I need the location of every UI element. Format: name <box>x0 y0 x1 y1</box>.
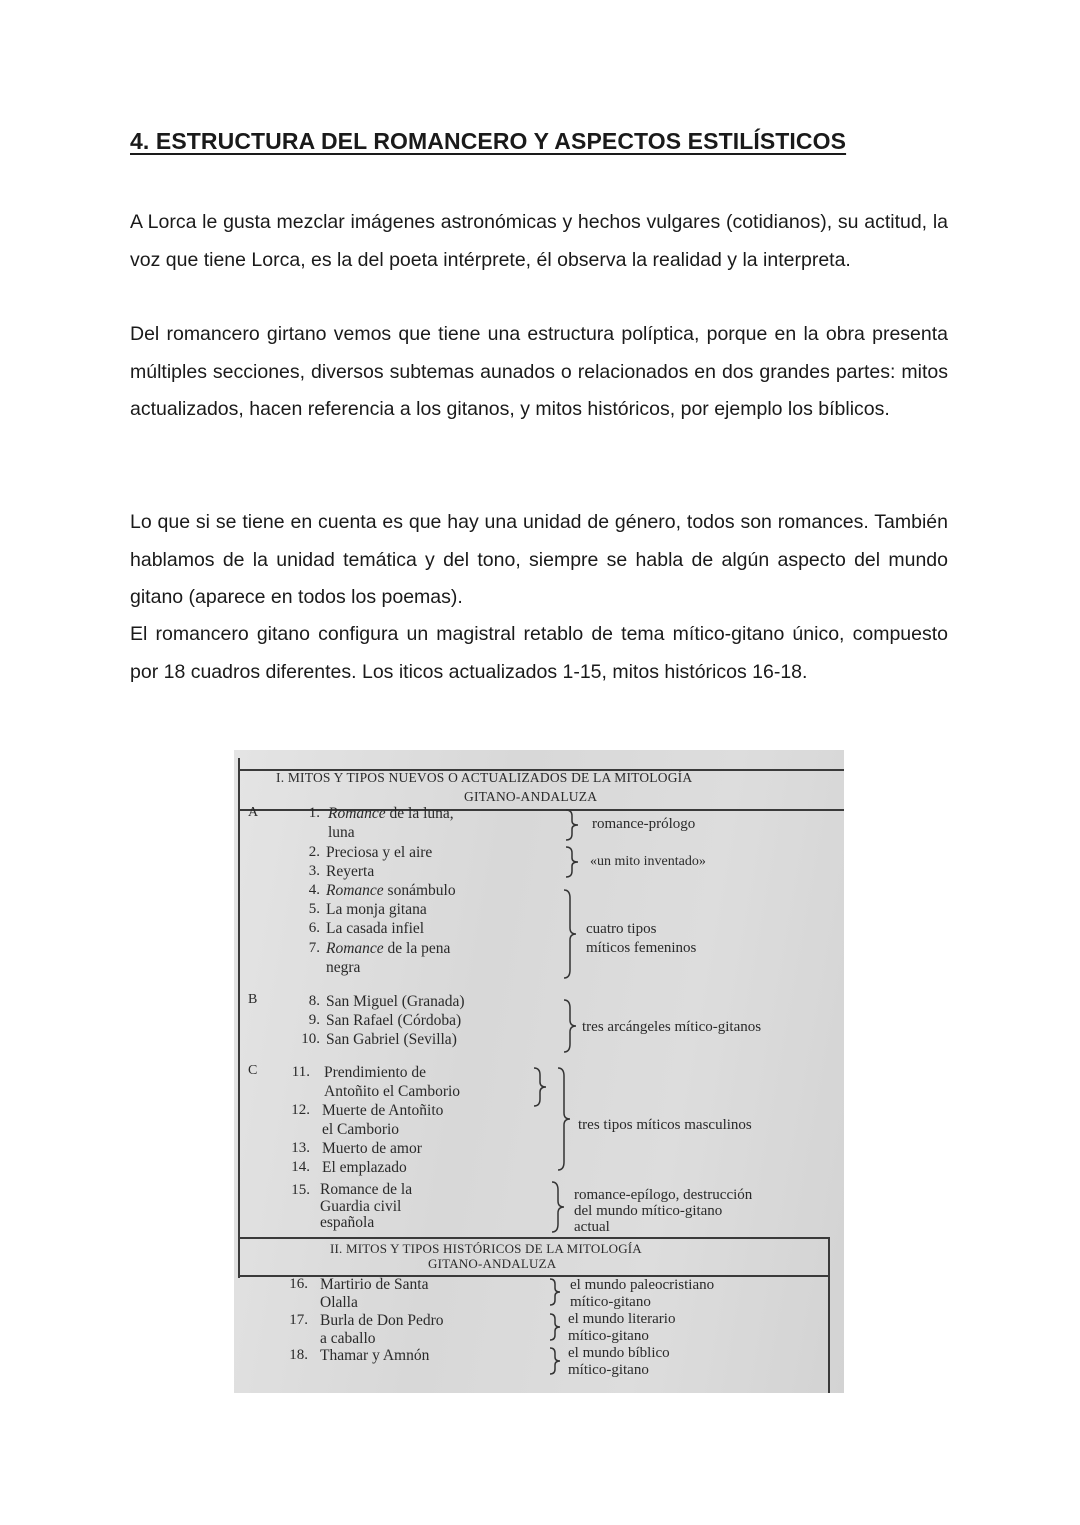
table-right-rule <box>828 1237 830 1393</box>
poem-title: San Gabriel (Sevilla) <box>326 1031 457 1048</box>
poem-title: Romance de la Guardia civil española <box>320 1181 413 1231</box>
poem-title: Romance de la luna, luna <box>328 805 454 841</box>
section1-header-line1: I. MITOS Y TIPOS NUEVOS O ACTUALIZADOS DE LA MITOLOGÍA <box>276 770 693 785</box>
group-letter-c: C <box>248 1063 258 1078</box>
item-number: 8. <box>308 993 320 1009</box>
item-number: 9. <box>308 1012 320 1028</box>
brace-icon <box>532 1066 548 1108</box>
group-note: romance-prólogo <box>592 816 696 832</box>
poem-title: La monja gitana <box>326 901 427 918</box>
table-left-rule <box>238 758 240 1278</box>
item-number: 16. <box>289 1276 308 1292</box>
poem-title: Muerte de Antoñito el Camborio <box>322 1102 444 1138</box>
brace-icon <box>548 1277 562 1307</box>
item-number: 7. <box>308 940 320 956</box>
brace-icon <box>548 1312 562 1342</box>
item-number: 10. <box>301 1031 320 1047</box>
item-number: 15. <box>291 1182 310 1198</box>
poem-title: San Rafael (Córdoba) <box>326 1012 462 1029</box>
poem-title: Romance de la pena negra <box>326 940 451 976</box>
brace-icon <box>564 845 580 879</box>
poem-title: El emplazado <box>322 1159 407 1176</box>
section2-header-line1: II. MITOS Y TIPOS HISTÓRICOS DE LA MITOLOGÍA <box>330 1241 642 1256</box>
table-section2-top-rule <box>238 1237 830 1239</box>
group-note: romance-epílogo, destrucción del mundo mítico-gitano actual <box>574 1187 753 1235</box>
structure-table-image <box>234 750 844 1393</box>
item-number: 13. <box>291 1140 310 1156</box>
paragraph-unity: Lo que si se tiene en cuenta es que hay una unidad de género, todos son romances. También hablamos de la unidad temática y del tono, siempre se habla de algún aspecto del mundo gitano (aparece en todos los poemas). <box>130 511 948 608</box>
poem-title: Prendimiento de Antoñito el Camborio <box>324 1064 461 1100</box>
poem-title: Martirio de Santa Olalla <box>320 1276 429 1311</box>
brace-icon <box>562 888 578 980</box>
item-number: 5. <box>308 901 320 917</box>
group-note: tres arcángeles mítico-gitanos <box>582 1019 762 1035</box>
paragraph-retablo: El romancero gitano configura un magistral retablo de tema mítico-gitano único, compuesto por 18 cuadros diferentes. Los iticos actualizados 1-15, mitos históricos 16-18. <box>130 623 948 683</box>
item-number: 1. <box>308 805 320 821</box>
group-note: «un mito inventado» <box>590 854 706 869</box>
group-note: el mundo literario mítico-gitano <box>568 1311 676 1344</box>
poem-title: Thamar y Amnón <box>320 1347 430 1364</box>
brace-icon <box>556 1066 572 1172</box>
group-note: el mundo bíblico mítico-gitano <box>568 1345 670 1378</box>
section1-header-line2: GITANO-ANDALUZA <box>464 789 598 804</box>
section2-header-line2: GITANO-ANDALUZA <box>428 1256 557 1271</box>
item-number: 18. <box>289 1347 308 1363</box>
group-note: cuatro tipos míticos femeninos <box>586 921 697 956</box>
brace-icon <box>550 1180 566 1234</box>
group-note: tres tipos míticos masculinos <box>578 1117 752 1133</box>
poem-title: Romance sonámbulo <box>326 882 456 899</box>
group-letter-a: A <box>248 805 259 820</box>
item-number: 11. <box>291 1064 310 1080</box>
paragraph-intro: A Lorca le gusta mezclar imágenes astronómicas y hechos vulgares (cotidianos), su actitud, la voz que tiene Lorca, es la del poeta intérprete, él observa la realidad y la interpreta. <box>130 211 948 271</box>
item-number: 2. <box>308 844 320 860</box>
brace-icon <box>562 998 578 1054</box>
group-note: el mundo paleocristiano mítico-gitano <box>570 1277 715 1310</box>
paragraph-structure: Del romancero girtano vemos que tiene una estructura políptica, porque en la obra presenta múltiples secciones, diversos subtemas aunados o relacionados en dos grandes partes: mitos actualizados, hacen referencia a los gitanos, y mitos históricos, por ejemplo los bíblicos. <box>130 323 948 420</box>
poem-title: Preciosa y el aire <box>326 844 433 861</box>
item-number: 3. <box>308 863 320 879</box>
poem-title: Burla de Don Pedro a caballo <box>320 1312 444 1347</box>
item-number: 4. <box>308 882 320 898</box>
item-number: 6. <box>308 920 320 936</box>
item-number: 14. <box>291 1159 310 1175</box>
poem-title: La casada infiel <box>326 920 425 937</box>
page-title: 4. ESTRUCTURA DEL ROMANCERO Y ASPECTOS ESTILÍSTICOS <box>130 128 847 154</box>
group-letter-b: B <box>248 992 258 1007</box>
item-number: 17. <box>289 1312 308 1328</box>
poem-title: Reyerta <box>326 863 375 880</box>
poem-title: San Miguel (Granada) <box>326 993 465 1010</box>
poem-title: Muerto de amor <box>322 1140 422 1157</box>
brace-icon <box>548 1346 562 1376</box>
brace-icon <box>564 808 580 842</box>
item-number: 12. <box>291 1102 310 1118</box>
